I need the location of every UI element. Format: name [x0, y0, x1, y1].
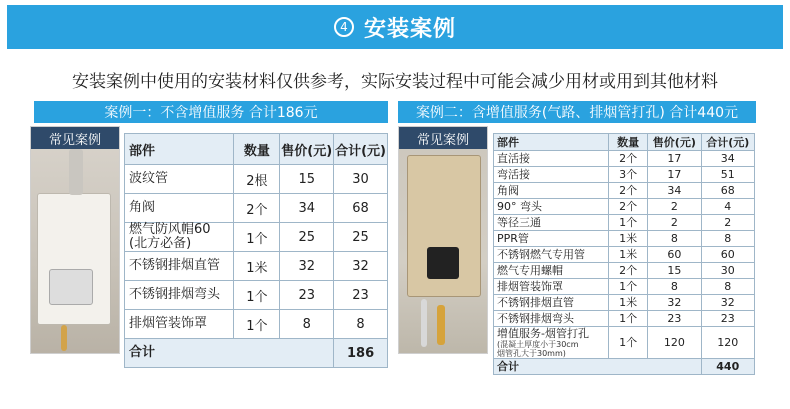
total-value: 186 — [334, 339, 388, 368]
col-header-total: 合计(元) — [701, 134, 754, 151]
flue-pipe-image — [69, 149, 83, 195]
unit-price: 15 — [648, 263, 701, 279]
table-row — [494, 247, 755, 263]
table-row — [125, 281, 388, 310]
unit-price: 17 — [648, 167, 701, 183]
part-name: 排烟管装饰罩 — [494, 279, 609, 295]
line-total: 120 — [701, 327, 754, 359]
table-row — [125, 194, 388, 223]
total-row — [125, 339, 388, 368]
unit-price: 8 — [648, 231, 701, 247]
unit-price: 15 — [280, 165, 334, 194]
table-row — [494, 199, 755, 215]
heater-panel-image — [427, 247, 459, 279]
part-name: 角阀 — [494, 183, 609, 199]
table-row — [494, 167, 755, 183]
part-name: 不锈钢燃气专用管 — [494, 247, 609, 263]
case1-photo-label: 常见案例 — [31, 127, 119, 149]
water-heater-image — [37, 193, 111, 325]
line-total: 51 — [701, 167, 754, 183]
line-total: 34 — [701, 151, 754, 167]
part-name: 燃气专用螺帽 — [494, 263, 609, 279]
unit-price: 25 — [280, 223, 334, 252]
table-row — [494, 151, 755, 167]
table-row — [125, 252, 388, 281]
case1-photo — [30, 126, 120, 354]
quantity: 1个 — [609, 311, 648, 327]
table-row — [494, 311, 755, 327]
total-label: 合计 — [494, 359, 702, 375]
line-total: 8 — [701, 231, 754, 247]
service-name-cell — [494, 327, 609, 359]
unit-price: 60 — [648, 247, 701, 263]
col-header-qty: 数量 — [234, 134, 280, 165]
pipe-image — [421, 299, 427, 347]
table-row — [125, 165, 388, 194]
unit-price: 23 — [280, 281, 334, 310]
col-header-part: 部件 — [494, 134, 609, 151]
line-total: 68 — [701, 183, 754, 199]
quantity: 1个 — [234, 310, 280, 339]
line-total: 30 — [701, 263, 754, 279]
unit-price: 23 — [648, 311, 701, 327]
part-name: PPR管 — [494, 231, 609, 247]
case2-title: 案例二：含增值服务(气路、排烟管打孔) 合计440元 — [398, 101, 756, 123]
quantity: 2个 — [609, 183, 648, 199]
part-name: 弯活接 — [494, 167, 609, 183]
unit-price: 32 — [648, 295, 701, 311]
line-total: 23 — [334, 281, 388, 310]
total-label: 合计 — [125, 339, 334, 368]
table-row — [494, 263, 755, 279]
heater-panel-image — [49, 269, 93, 305]
pipe-image — [61, 325, 67, 351]
line-total: 30 — [334, 165, 388, 194]
quantity: 2个 — [609, 263, 648, 279]
col-header-price: 售价(元) — [648, 134, 701, 151]
line-total: 8 — [334, 310, 388, 339]
quantity: 3个 — [609, 167, 648, 183]
quantity: 1米 — [234, 252, 280, 281]
line-total: 32 — [701, 295, 754, 311]
case2-photo — [398, 126, 488, 354]
unit-price: 2 — [648, 199, 701, 215]
line-total: 25 — [334, 223, 388, 252]
quantity: 1米 — [609, 231, 648, 247]
case1-title: 案例一：不含增值服务 合计186元 — [34, 101, 388, 123]
unit-price: 32 — [280, 252, 334, 281]
quantity: 1个 — [234, 281, 280, 310]
table-row — [494, 295, 755, 311]
case2-photo-label: 常见案例 — [399, 127, 487, 149]
part-name: 不锈钢排烟直管 — [125, 252, 234, 281]
line-total: 2 — [701, 215, 754, 231]
section-number-badge: 4 — [334, 17, 354, 37]
unit-price: 34 — [280, 194, 334, 223]
part-name: 直活接 — [494, 151, 609, 167]
unit-price: 120 — [648, 327, 701, 359]
unit-price: 8 — [280, 310, 334, 339]
total-row — [494, 359, 755, 375]
col-header-qty: 数量 — [609, 134, 648, 151]
table-row — [494, 231, 755, 247]
line-total: 32 — [334, 252, 388, 281]
case1-table — [124, 133, 388, 368]
part-name: 等径三通 — [494, 215, 609, 231]
case2-table — [493, 133, 755, 375]
service-row — [494, 327, 755, 359]
line-total: 60 — [701, 247, 754, 263]
quantity: 2个 — [609, 199, 648, 215]
unit-price: 8 — [648, 279, 701, 295]
col-header-total: 合计(元) — [334, 134, 388, 165]
part-name: 燃气防风帽60 (北方必备) — [125, 223, 234, 252]
line-total: 8 — [701, 279, 754, 295]
quantity: 2个 — [234, 194, 280, 223]
table-row — [494, 215, 755, 231]
quantity: 1米 — [609, 247, 648, 263]
part-name: 不锈钢排烟弯头 — [125, 281, 234, 310]
unit-price: 34 — [648, 183, 701, 199]
unit-price: 2 — [648, 215, 701, 231]
total-value: 440 — [701, 359, 754, 375]
quantity: 1个 — [234, 223, 280, 252]
quantity: 2根 — [234, 165, 280, 194]
subtitle-note: 安装案例中使用的安装材料仅供参考，实际安装过程中可能会减少用材或用到其他材料 — [72, 72, 718, 92]
quantity: 1个 — [609, 327, 648, 359]
valve-image — [437, 305, 445, 345]
quantity: 1个 — [609, 279, 648, 295]
part-name: 波纹管 — [125, 165, 234, 194]
part-name: 90° 弯头 — [494, 199, 609, 215]
table-row — [494, 279, 755, 295]
line-total: 23 — [701, 311, 754, 327]
line-total: 68 — [334, 194, 388, 223]
quantity: 2个 — [609, 151, 648, 167]
unit-price: 17 — [648, 151, 701, 167]
part-name: 排烟管装饰罩 — [125, 310, 234, 339]
quantity: 1个 — [609, 215, 648, 231]
col-header-price: 售价(元) — [280, 134, 334, 165]
service-note: (混凝土厚度小于30cm 烟管孔大于30mm) — [497, 340, 579, 358]
part-name: 角阀 — [125, 194, 234, 223]
line-total: 4 — [701, 199, 754, 215]
section-title: 安装案例 — [363, 16, 456, 42]
section-header — [7, 5, 783, 49]
table-row — [125, 223, 388, 252]
table-row — [125, 310, 388, 339]
service-name: 增值服务-烟管打孔 — [497, 327, 589, 340]
table-row — [494, 183, 755, 199]
col-header-part: 部件 — [125, 134, 234, 165]
part-name: 不锈钢排烟直管 — [494, 295, 609, 311]
part-name: 不锈钢排烟弯头 — [494, 311, 609, 327]
quantity: 1米 — [609, 295, 648, 311]
